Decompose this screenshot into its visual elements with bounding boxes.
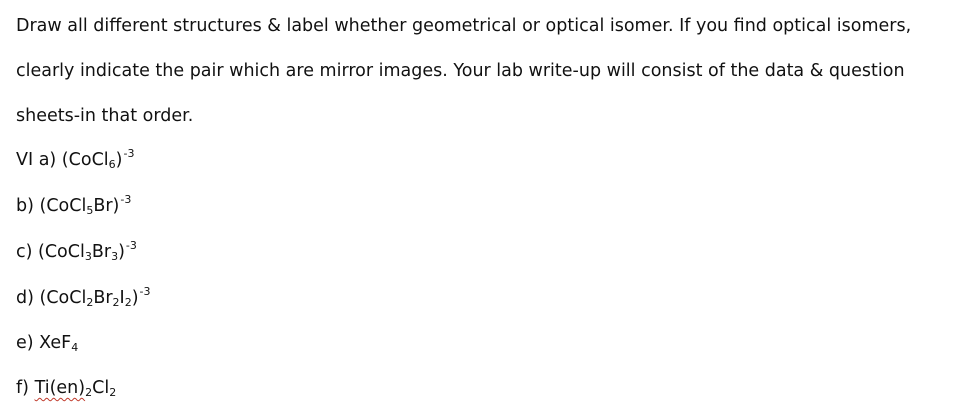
formula-subscript: 3 [111,250,119,263]
formula-subscript: 2 [124,296,132,309]
question-item-a [16,148,134,174]
formula-text: Br) [93,196,120,216]
spellcheck-underlined-text: Ti(en) [34,378,86,398]
formula-charge: -3 [139,285,151,298]
instruction-line-1: Draw all different structures & label whether geometrical or optical isomer. If you find optical isomers, [16,16,912,36]
formula-prefix: VI a) (CoCl [16,150,109,170]
question-item-e [16,331,78,357]
formula-subscript: 2 [85,386,93,399]
question-item-d [16,286,151,312]
formula-prefix: d) (CoCl [16,288,87,308]
formula-subscript: 3 [84,250,92,263]
formula-prefix: f) [16,378,35,398]
formula-text: I [119,288,125,308]
question-item-b [16,194,131,220]
formula-prefix: e) XeF [16,333,72,353]
formula-subscript: 2 [112,296,120,309]
formula-charge: -3 [120,193,132,206]
formula-text: Cl [92,378,110,398]
formula-prefix: c) (CoCl [16,242,85,262]
question-item-f [16,376,116,402]
formula-text: ) [115,150,123,170]
formula-subscript: 6 [108,158,116,171]
instruction-line-2: clearly indicate the pair which are mirror images. Your lab write-up will consist of the data & question [16,61,905,81]
formula-prefix: b) (CoCl [16,196,87,216]
formula-charge: -3 [123,147,135,160]
instruction-line-3: sheets-in that order. [16,106,194,126]
formula-subscript: 5 [86,204,94,217]
formula-subscript: 4 [71,341,79,354]
formula-subscript: 2 [109,386,117,399]
formula-text: Br [91,242,112,262]
question-item-c [16,240,137,266]
formula-subscript: 2 [86,296,94,309]
formula-text: ) [131,288,139,308]
formula-text: ) [118,242,125,262]
formula-text: Br [93,288,113,308]
formula-charge: -3 [125,239,137,252]
